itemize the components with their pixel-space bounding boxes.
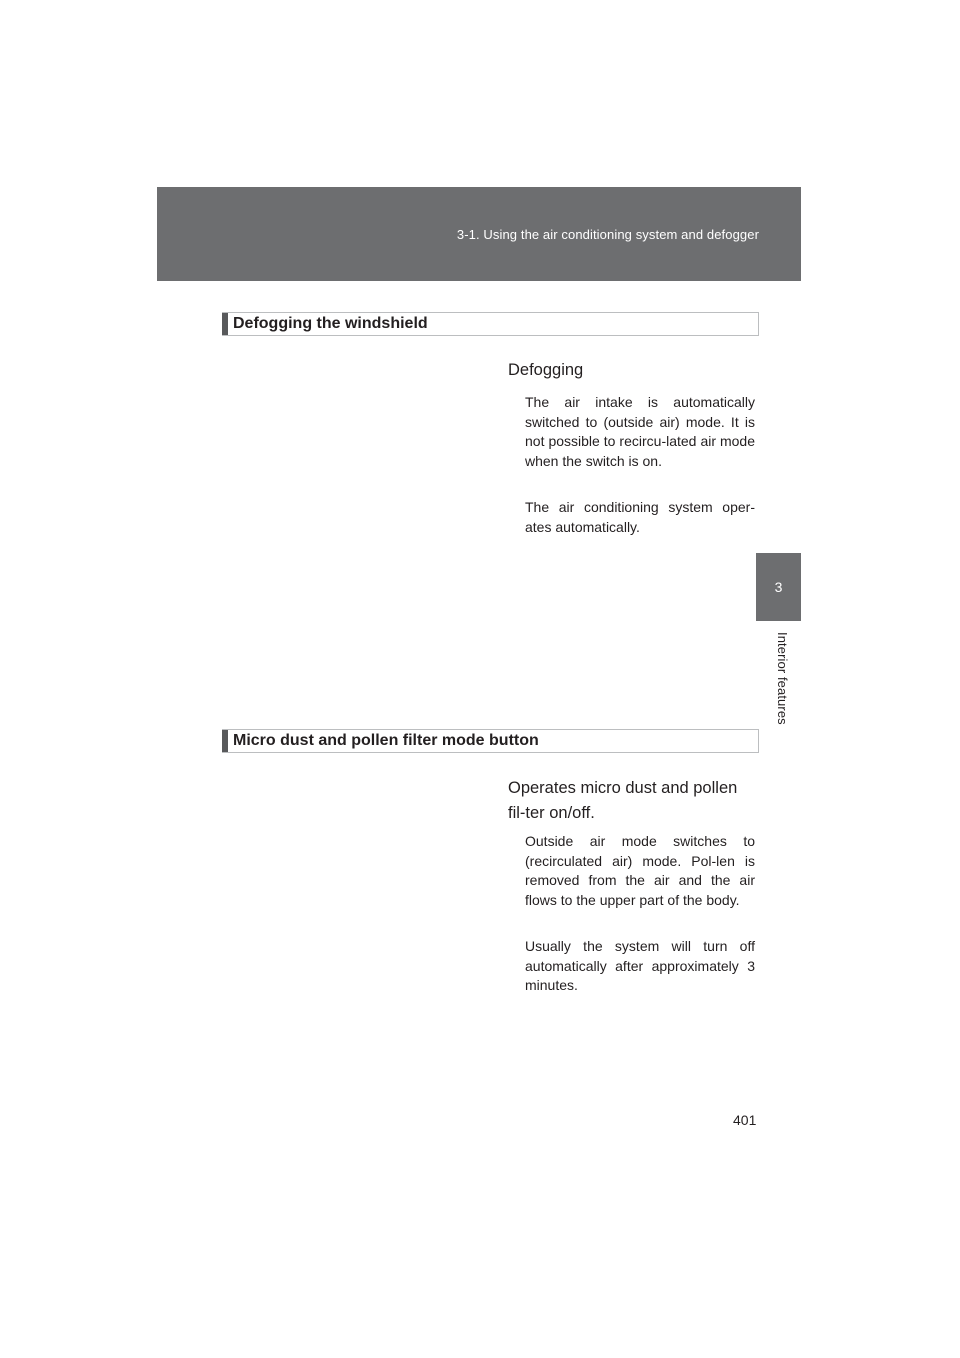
header-section-title: 3-1. Using the air conditioning system and defogger xyxy=(456,227,759,242)
section-title: Defogging the windshield xyxy=(233,315,428,332)
section-heading-bar xyxy=(222,730,228,752)
header-band xyxy=(157,187,801,281)
filter-mode-note-1: Outside air mode switches to (recirculated air) mode. Pol-len is removed from the air and the air flows to the upper part of the body. xyxy=(525,833,755,908)
chapter-label: Interior features xyxy=(775,632,790,725)
filter-mode-note-2: Usually the system will turn off automatically after approximately 3 minutes. xyxy=(525,938,755,993)
section-heading-filter-mode xyxy=(222,729,759,753)
page-number: 401 xyxy=(733,1112,757,1128)
section-heading-defogging xyxy=(222,312,759,336)
filter-mode-main-text: Operates micro dust and pollen fil-ter on/off. xyxy=(508,779,738,822)
section-heading-bar xyxy=(222,313,228,335)
chapter-number: 3 xyxy=(774,579,783,595)
section-title: Micro dust and pollen filter mode button xyxy=(233,732,539,749)
chapter-tab xyxy=(756,553,801,621)
defogging-note-2: The air conditioning system oper-ates automatically. xyxy=(525,499,755,535)
defogging-main-text: Defogging xyxy=(508,361,584,379)
defogging-note-1: The air intake is automatically switched to (outside air) mode. It is not possible to recircu-lated air mode when the switch is on. xyxy=(525,394,755,469)
